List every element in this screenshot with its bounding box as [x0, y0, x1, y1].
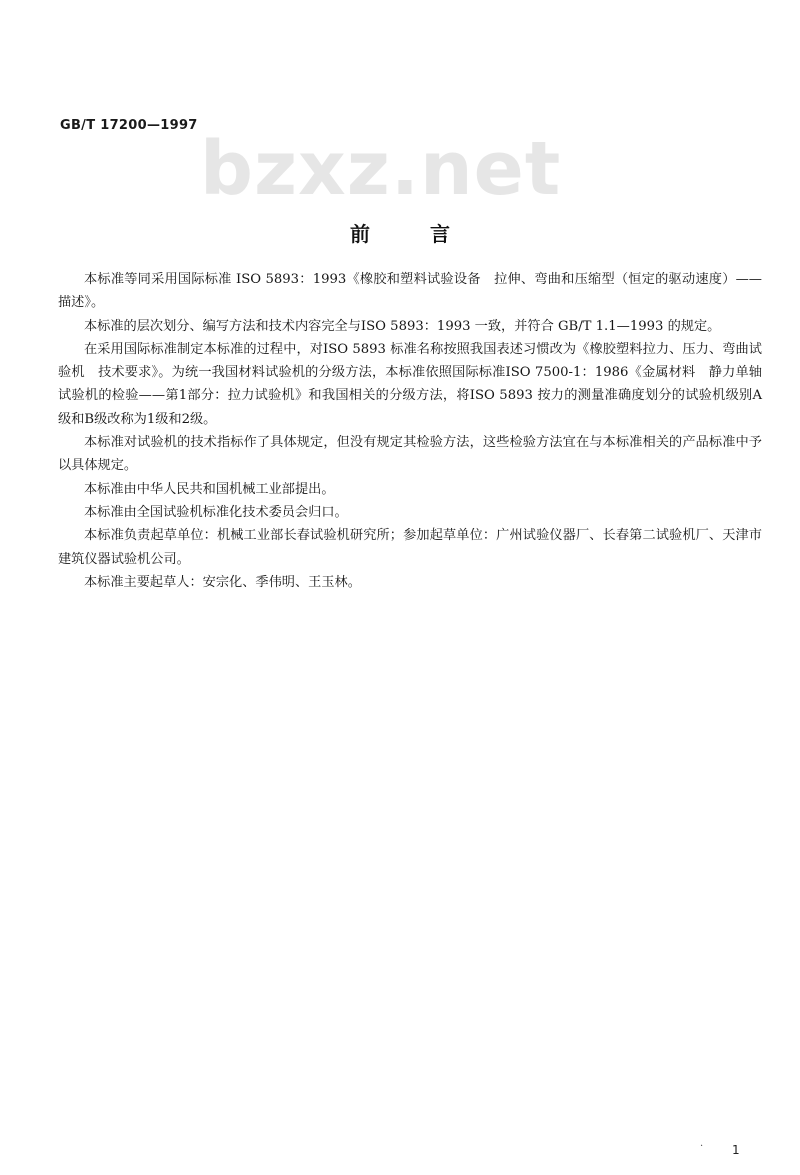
scan-mark: ·: [700, 1141, 704, 1152]
paragraph: 在采用国际标准制定本标准的过程中，对ISO 5893 标准名称按照我国表述习惯改为《橡胶塑料拉力、压力、弯曲试验机 技术要求》。为统一我国材料试验机的分级方法，本标准依照国际标准ISO 7500-1：1986《金属材料 静力单轴试验机的检验——第1部分：拉力试验机》和我国相关的分级方法，将ISO 5893 按力的测量准确度划分的试验机级别A级和B级改称为1级和2级。: [58, 341, 762, 427]
paragraph: 本标准主要起草人：安宗化、季伟明、王玉林。: [84, 574, 361, 590]
paragraph: 本标准由全国试验机标准化技术委员会归口。: [84, 504, 348, 520]
paragraph: 本标准由中华人民共和国机械工业部提出。: [84, 481, 335, 497]
body-text: [58, 268, 762, 594]
standard-code: GB/T 17200—1997: [60, 118, 198, 133]
page-number: 1: [732, 1143, 740, 1157]
paragraph: 本标准对试验机的技术指标作了具体规定，但没有规定其检验方法，这些检验方法宜在与本标准相关的产品标准中予以具体规定。: [58, 434, 762, 474]
paragraph: 本标准等同采用国际标准 ISO 5893：1993《橡胶和塑料试验设备 拉伸、弯曲和压缩型（恒定的驱动速度）——描述》。: [58, 272, 762, 311]
watermark-text: bzxz.net: [200, 126, 562, 212]
page-title: 前言: [350, 222, 510, 246]
paragraph: 本标准负责起草单位：机械工业部长春试验机研究所；参加起草单位：广州试验仪器厂、长春第二试验机厂、天津市建筑仪器试验机公司。: [58, 528, 762, 567]
paragraph: 本标准的层次划分、编写方法和技术内容完全与ISO 5893：1993 一致，并符合 GB/T 1.1—1993 的规定。: [84, 318, 721, 334]
